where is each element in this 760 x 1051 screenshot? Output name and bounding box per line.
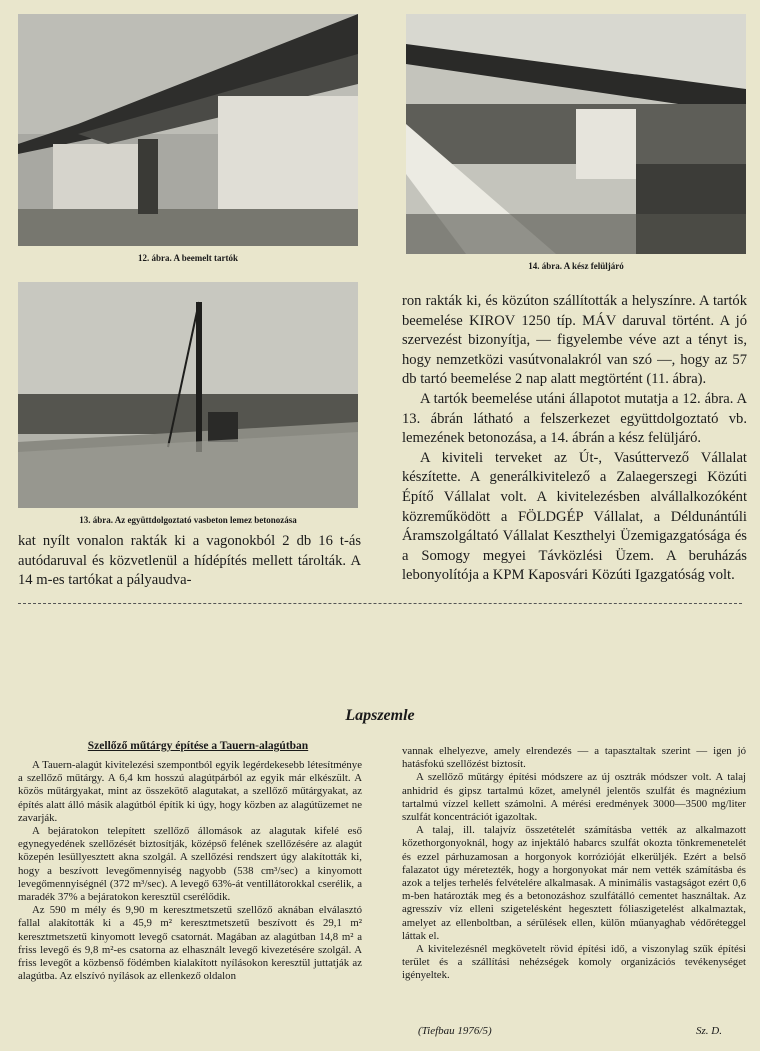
- section-title: Lapszemle: [345, 707, 415, 724]
- article-source: (Tiefbau 1976/5): [418, 1025, 492, 1037]
- article-left-column: [18, 759, 362, 983]
- figure-14-caption: 14. ábra. A kész felüljáró: [528, 261, 624, 271]
- article-left-paragraph-2: A bejáratokon telepített szellőző állomások az alagutak kifelé eső egynegyedének szellőzését biztosítják, középső felének szellőzésére az alagút közepén lesüllyesztett akna szolgál. A szellőzési rendszert úgy alakították ki, hogy a beszívott levegőmennyiség nagyobb (538 cm³/sec) a kinyomott levegőmennyiségnél (372 m³/sec). A levegő 63%-át ventillátorokkal cserélik, a maradék 37% a bejáratokon keresztül cserélődik.: [18, 825, 362, 904]
- figure-12-caption: 12. ábra. A beemelt tartók: [138, 253, 238, 263]
- right-paragraph-1: ron rakták ki, és közúton szállították a helyszínre. A tartók beemelése KIROV 1250 típ. MÁV daruval történt. A jó szervezést bizonyítja, — figyelembe véve azt a tényt is, hogy nemzetközi vasútvonalakról van szó —, hogy az 57 db tartó beemelése 2 nap alatt megtörtént (11. ábra).: [402, 293, 747, 388]
- article-left-paragraph-1: A Tauern-alagút kivitelezési szempontból egyik legérdekesebb létesítménye a szellőző műtárgy. A 6,4 km hosszú alagútpárból az egyik már elkészült. A közös műtárgyakat, mint az összekötő alagutakat, a szellőző műtárgyakat, az építés alatt álló másik alagútból építik ki úgy, hogy közben az alagútüzemet ne zavarják.: [18, 759, 362, 824]
- crane-concreting-image: [18, 282, 358, 508]
- article-right-column: [402, 745, 746, 983]
- article-right-paragraph-3: A talaj, ill. talajvíz összetételét számításba vették az alkalmazott kőzethorgonyoknál, hogy az injektáló habarcs szulfát okozta tönkremenetelét és ezzel párhuzamosan a horgonyok korrózióját elkerüljék. Ezért a belső falazatot úgy méretezték, hogy a horgonyokat már nem vették számításba és azok a teljes terhelés felvételére alkalmasak. A minimális vastagságot ezért 0,6 m-ben határozták meg és a betonozáshoz szulfátálló cementet használtak. Az agresszív víz elleni szigetelésként hegesztett fóliaszigetelést alkalmaztak, amelyet az ellenboltban, a sérülések ellen, külön műanyaghab védőréteggel láttak el.: [402, 824, 746, 942]
- right-column-text: [402, 292, 747, 586]
- figure-13-caption: 13. ábra. Az együttdolgoztató vasbeton lemez betonozása: [79, 515, 297, 525]
- right-paragraph-3: A kiviteli terveket az Út-, Vasúttervező Vállalat készítette. A generálkivitelező a Zalaegerszegi Közúti Építő Vállalat volt. A kivitelezésben alvállalkozóként közreműködött a FÖLDGÉP Vállalat, a Déldunántúli Áramszolgáltató Vállalat Keszthelyi Üzemigazgatósága és a Somogy megyei Távközlési Üzem. A beruházás lebonyolítója a KPM Kaposvári Közúti Igazgatóság volt.: [402, 449, 747, 584]
- article-right-paragraph-1: vannak elhelyezve, amely elrendezés — a tapasztaltak szerint — igen jó hatásfokú szellőzést biztosít.: [402, 745, 746, 771]
- article-author: Sz. D.: [696, 1025, 722, 1037]
- article-right-paragraph-2: A szellőző műtárgy építési módszere az új osztrák módszer volt. A talaj anhidrid és gipsz tartalmú kőzet, amelynél jelentős szulfát és magnézium tartalmú vízzel kellett számolni. A mérési eredmények 3000—3500 mg/liter szulfát koncentrációt igazoltak.: [402, 771, 746, 824]
- article-left-paragraph-3: Az 590 m mély és 9,90 m keresztmetszetű szellőző aknában elválasztó fallal alakították ki a 45,9 m² keresztmetszetű beszívott és 29,1 m² keresztmetszetű kinyomott levegő csatornát. Magában az alagútban 14,8 m² a friss levegő és 9,8 m²-es csatorna az elhasznált levegő kivezetésére szolgál. A friss levegőt a közbenső födémben kialakított nyílásokon keresztül juttatják az alagútba. Az elszívó nyílások az ellenkező oldalon: [18, 904, 362, 983]
- article-title: Szellőző műtárgy építése a Tauern-alagútban: [87, 740, 309, 752]
- finished-overpass-image: [406, 14, 746, 254]
- section-divider: [18, 603, 742, 604]
- bridge-girders-image: [18, 14, 358, 246]
- figure-12-photo: [18, 14, 358, 246]
- figure-14-photo: [406, 14, 746, 254]
- left-column-text: [18, 532, 361, 591]
- article-right-paragraph-4: A kivitelezésnél megkövetelt rövid építési idő, a viszonylag szűk építési terület és a szállítási nehézségek komoly organizációs tevékenységet igényeltek.: [402, 943, 746, 982]
- right-paragraph-2: A tartók beemelése utáni állapotot mutatja a 12. ábra. A 13. ábrán látható a felszerkezet együttdolgoztató vb. lemezének betonozása, a 14. ábrán a kész felüljáró.: [402, 390, 747, 447]
- left-paragraph: kat nyílt vonalon rakták ki a vagonokból 2 db 16 t-ás autódaruval és közvetlenül a hídépítés mellett tárolták. A 14 m-es tartókat a pályaudva-: [18, 533, 361, 589]
- figure-13-photo: [18, 282, 358, 508]
